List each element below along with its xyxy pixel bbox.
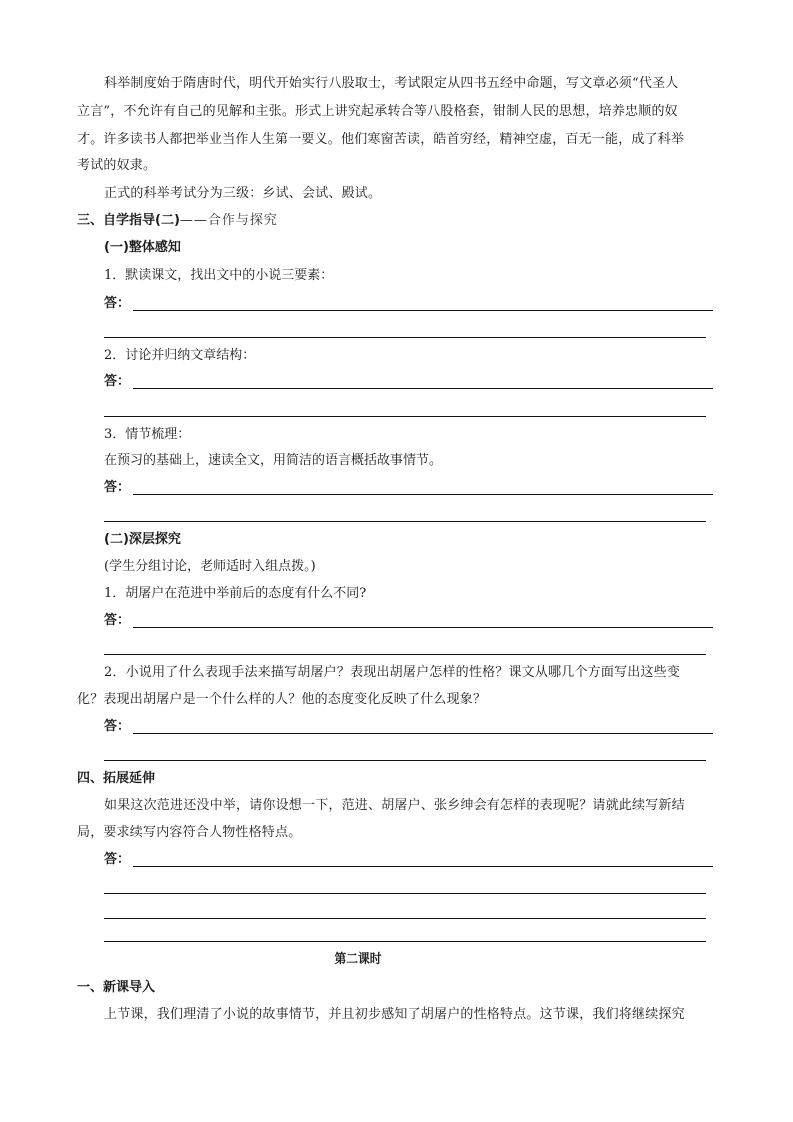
answer-label: 答：: [104, 296, 131, 311]
sub2-note: (学生分组讨论，老师适时入组点拨。): [104, 559, 316, 574]
section3-heading-bold: 三、自学指导(二): [77, 213, 180, 228]
lesson2-text: 上节课，我们理清了小说的故事情节，并且初步感知了胡屠户的性格特点。这节课，我们将继续探究: [104, 1007, 685, 1022]
sub2-question-2-line-2: 化？表现出胡屠户是一个什么样的人？他的态度变化反映了什么现象？: [77, 692, 487, 707]
answer-label: 答：: [104, 480, 131, 495]
answer-line-continuation[interactable]: [104, 893, 706, 894]
answer-label: 答：: [104, 613, 131, 628]
answer-label: 答：: [104, 852, 131, 867]
sub1-question-3-description: 在预习的基础上，速读全文，用简洁的语言概括故事情节。: [104, 453, 443, 468]
sub1-heading: (一)整体感知: [104, 240, 181, 255]
answer-line[interactable]: [133, 494, 713, 495]
section4-text-line-1: 如果这次范进还没中举，请你设想一下，范进、胡屠户、张乡绅会有怎样的表现呢？请就此续写新结: [104, 798, 685, 813]
answer-line-continuation[interactable]: [104, 941, 706, 942]
section4-heading: 四、拓展延伸: [77, 771, 156, 786]
answer-line[interactable]: [133, 866, 713, 867]
answer-line-continuation[interactable]: [104, 760, 706, 761]
sub1-question-2: 2．讨论并归纳文章结构：: [104, 348, 256, 363]
section3-heading: [77, 213, 278, 229]
sub2-heading: (二)深层探究: [104, 532, 181, 547]
lesson2-title: 第二课时: [334, 952, 382, 967]
answer-line-continuation[interactable]: [104, 337, 706, 338]
answer-line-continuation[interactable]: [104, 416, 706, 417]
sub2-question-1: 1．胡屠户在范进中举前后的态度有什么不同?: [104, 586, 367, 601]
intro-line-3: 才。许多读书人都把举业当作人生第一要义。他们寒窗苦读，皓首穷经，精神空虚，百无一能，成了科举: [77, 132, 685, 147]
section3-heading-subtitle: ——合作与探究: [179, 213, 278, 228]
answer-line[interactable]: [133, 733, 713, 734]
intro-line-1: 科举制度始于隋唐时代，明代开始实行八股取士，考试限定从四书五经中命题，写文章必须“代圣人: [104, 76, 679, 91]
intro-line-4: 考试的奴隶。: [77, 158, 157, 173]
answer-line[interactable]: [133, 388, 713, 389]
sub1-question-1: 1．默读课文，找出文中的小说三要素：: [104, 268, 334, 283]
section4-text-line-2: 局，要求续写内容符合人物性格特点。: [77, 825, 302, 840]
answer-line-continuation[interactable]: [104, 521, 706, 522]
answer-line[interactable]: [133, 310, 713, 311]
intro-line-2: 立言”，不允许有自己的见解和主张。形式上讲究起承转合等八股格套，钳制人民的思想，培养忠顺的奴: [77, 104, 678, 119]
sub1-question-3: 3．情节梳理：: [104, 427, 191, 442]
answer-line-continuation[interactable]: [104, 654, 706, 655]
answer-line-continuation[interactable]: [104, 918, 706, 919]
lesson2-heading: 一、新课导入: [77, 980, 156, 995]
intro-paragraph-2: 正式的科举考试分为三级：乡试、会试、殿试。: [104, 186, 382, 201]
sub2-question-2-line-1: 2．小说用了什么表现手法来描写胡屠户？表现出胡屠户怎样的性格？课文从哪几个方面写出这些变: [104, 665, 681, 680]
answer-label: 答：: [104, 374, 131, 389]
answer-label: 答：: [104, 719, 131, 734]
answer-line[interactable]: [133, 627, 713, 628]
